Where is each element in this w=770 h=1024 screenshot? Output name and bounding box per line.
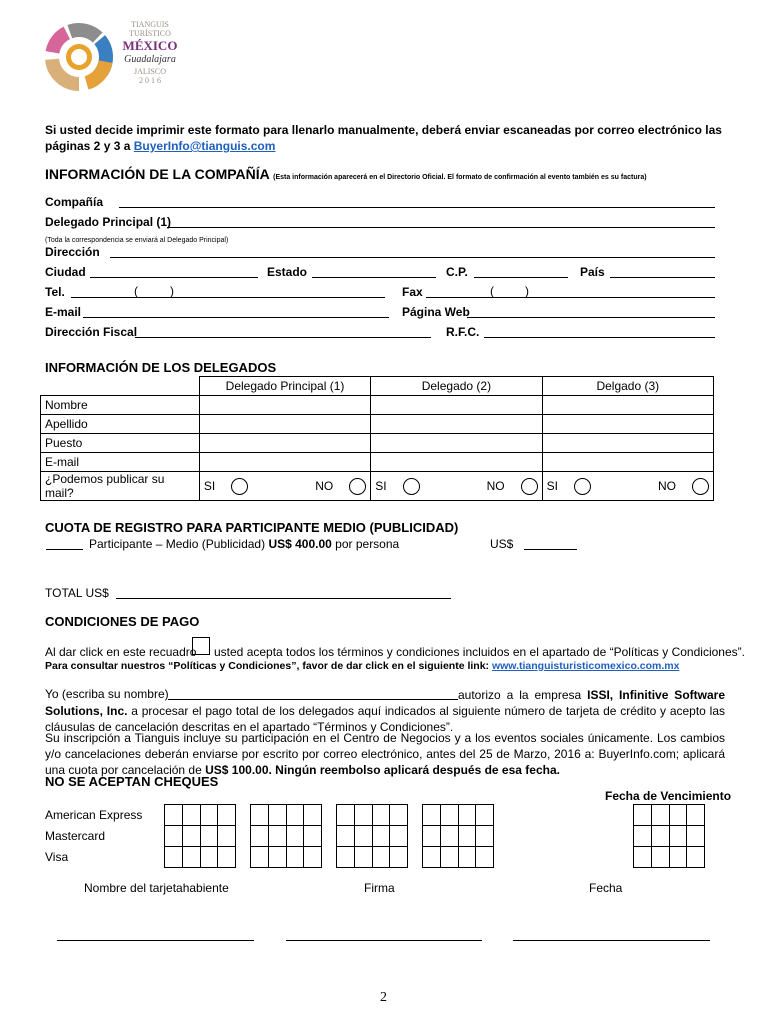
table-row [41,415,714,434]
fee-usd-label: US$ [490,537,514,551]
intro-prefix: páginas 2 y 3 a [45,139,134,153]
intro-text: Si usted decide imprimir este formato para llenarlo manualmente, deberá enviar escaneadas por correo electrónico las [45,123,722,137]
logo-line3: MÉXICO [122,38,178,53]
correspondence-note: (Toda la correspondencia se enviará al Delegado Principal) [45,237,229,244]
consult-text: Para consultar nuestros “Políticas y Condiciones”, favor de dar click en el siguiente link: [45,660,492,672]
expiry-mc[interactable] [633,825,705,847]
table-header-row [41,377,714,396]
fee-section-title: CUOTA DE REGISTRO PARA PARTICIPANTE MEDIO (PUBLICIDAD) [45,520,459,535]
tel-label: Tel. [45,285,65,299]
state-label: Estado [267,265,308,279]
delegate-label: Delegado Principal (1) [45,215,172,229]
card-number-amex-4[interactable] [422,804,494,826]
card-label-mastercard: Mastercard [45,829,106,843]
fiscal-field[interactable] [135,337,431,338]
card-number-mc-4[interactable] [422,825,494,847]
email-field[interactable] [83,317,389,318]
auth-company: ISSI, Infinitive Software Solutions, Inc. [45,688,725,718]
accept-suffix: usted acepta todos los términos y condiciones incluidos en el apartado de “Políticas y Condiciones”. [214,645,745,659]
no-label: NO [486,479,505,493]
logo-line4: Guadalajara [124,54,176,65]
fee-price: US$ 400.00 [268,537,332,551]
logo-line1: TIANGUIS [131,20,169,29]
company-section-title: INFORMACIÓN DE LA COMPAÑÍA [45,166,270,182]
accept-prefix: Al dar click en este recuadro [45,645,197,659]
fax-paren-close: ) [525,284,529,298]
logo-line6: 2 0 1 6 [139,76,161,85]
logo-ring-icon [44,22,114,92]
row-label-position: Puesto [41,434,200,453]
delegates-table [40,376,714,501]
table-row [41,472,714,501]
cell-input[interactable] [199,434,370,453]
expiry-visa[interactable] [633,846,705,868]
expiry-label: Fecha de Vencimiento [605,789,732,803]
no-radio[interactable] [692,478,709,495]
cell-input[interactable] [371,434,542,453]
fee-line [89,537,399,551]
tel-paren-close: ) [170,284,174,298]
tel-paren-open: ( [134,284,138,298]
card-number-amex-1[interactable] [164,804,236,826]
cardholder-name-field[interactable] [57,940,254,941]
table-row [41,434,714,453]
card-number-visa-2[interactable] [250,846,322,868]
si-radio[interactable] [231,478,248,495]
card-label-amex: American Express [45,808,143,822]
no-radio[interactable] [349,478,366,495]
rfc-field[interactable] [484,337,715,338]
table-row [41,396,714,415]
address-field[interactable] [110,257,715,258]
signature-field[interactable] [286,940,482,941]
publish-options-3 [542,472,713,501]
logo-line2: TURÍSTICO [129,29,171,38]
no-radio[interactable] [521,478,538,495]
row-label-email: E-mail [41,453,200,472]
fee-line-text: Participante – Medio (Publicidad) [89,537,269,551]
card-label-visa: Visa [45,850,69,864]
si-radio[interactable] [574,478,591,495]
cancel-fee: US$ 100.00 [205,763,269,777]
col-header-2: Delegado (2) [371,377,542,396]
card-number-mc-3[interactable] [336,825,408,847]
cell-input[interactable] [542,415,713,434]
auth-rest: a procesar el pago total de los delegados aquí indicados al siguiente número de tarjeta de crédito y acepto las cláusulas de cancelación descritas en el apartado “Términos y Condiciones”. [45,704,725,734]
no-label: NO [658,479,676,493]
fiscal-label: Dirección Fiscal [45,325,138,339]
country-field[interactable] [610,277,715,278]
no-checks-title: NO SE ACEPTAN CHEQUES [45,774,219,789]
state-field[interactable] [312,277,436,278]
rfc-label: R.F.C. [446,325,480,339]
si-label: SI [375,479,387,493]
inscription-text: Su inscripción a Tianguis incluye su participación en el Centro de Negocios y a los eventos sociales únicamente. Los cambios y/o cancelaciones deberán enviarse por escrito por correo electrónico, antes del 25 de Marzo, 2016 a: BuyerInfo.com; aplicará una cuota por cancelación de [45,731,725,777]
card-number-visa-3[interactable] [336,846,408,868]
fax-paren-open: ( [490,284,494,298]
publish-options-2 [371,472,542,501]
country-label: País [580,265,605,279]
delegates-section-title: INFORMACIÓN DE LOS DELEGADOS [45,360,277,375]
card-number-amex-3[interactable] [336,804,408,826]
table-corner [41,377,200,396]
intro-text-2 [45,139,275,153]
row-label-lastname: Apellido [41,415,200,434]
logo-line5: JALISCO [133,67,166,76]
web-label: Página Web [402,305,470,319]
zip-label: C.P. [446,265,468,279]
date-label: Fecha [589,881,623,895]
no-label: NO [315,479,334,493]
cell-input[interactable] [199,415,370,434]
cell-input[interactable] [199,453,370,472]
cell-input[interactable] [371,396,542,415]
page-number: 2 [380,990,387,1005]
inscription-paragraph [45,730,725,778]
web-field[interactable] [467,317,715,318]
fee-per: por persona [331,537,400,551]
company-section-heading [45,166,647,182]
auth-paragraph [45,687,725,735]
no-refund: . Ningún reembolso aplicará después de esa fecha. [268,763,560,777]
col-header-3: Delgado (3) [542,377,713,396]
si-label: SI [546,479,558,493]
si-radio[interactable] [403,478,420,495]
signature-label: Firma [364,881,395,895]
cardholder-name-label: Nombre del tarjetahabiente [84,881,229,895]
row-label-name: Nombre [41,396,200,415]
buyer-email-link[interactable]: BuyerInfo@tianguis.com [133,139,276,153]
city-field[interactable] [90,277,258,278]
accept-terms-checkbox[interactable] [192,637,210,655]
col-header-1: Delegado Principal (1) [199,377,370,396]
cell-input[interactable] [542,453,713,472]
delegate-field[interactable] [167,227,715,228]
company-label: Compañía [45,195,104,209]
fee-qty-field[interactable] [46,549,83,550]
cell-input[interactable] [371,453,542,472]
card-number-visa-1[interactable] [164,846,236,868]
auth-mid: autorizo a la empresa [458,688,588,702]
fax-label: Fax [402,285,423,299]
expiry-amex[interactable] [633,804,705,826]
card-number-visa-4[interactable] [422,846,494,868]
address-label: Dirección [45,245,100,259]
payment-section-title: CONDICIONES DE PAGO [45,614,200,629]
card-number-mc-1[interactable] [164,825,236,847]
cell-input[interactable] [542,396,713,415]
tel-field[interactable] [71,297,385,298]
company-section-note: (Esta información aparecerá en el Directorio Oficial. El formato de confirmación al evento también es su factura) [273,174,647,181]
zip-field[interactable] [474,277,568,278]
logo [44,20,178,95]
auth-prefix: Yo (escriba su nombre) [45,687,169,701]
fee-usd-field[interactable] [524,549,577,550]
consult-line [45,660,679,672]
company-field[interactable] [119,207,715,208]
fax-field[interactable] [426,297,715,298]
row-label-publish: ¿Podemos publicar su mail? [41,472,200,501]
table-row [41,453,714,472]
date-field[interactable] [513,940,710,941]
email-label: E-mail [45,305,82,319]
cell-input[interactable] [199,396,370,415]
city-label: Ciudad [45,265,86,279]
publish-options-1 [199,472,370,501]
cell-input[interactable] [542,434,713,453]
total-label: TOTAL US$ [45,586,109,600]
cell-input[interactable] [371,415,542,434]
terms-link[interactable]: www.tianguisturisticomexico.com.mx [491,660,680,672]
si-label: SI [203,479,216,493]
card-number-amex-2[interactable] [250,804,322,826]
card-number-mc-2[interactable] [250,825,322,847]
total-field[interactable] [116,598,451,599]
